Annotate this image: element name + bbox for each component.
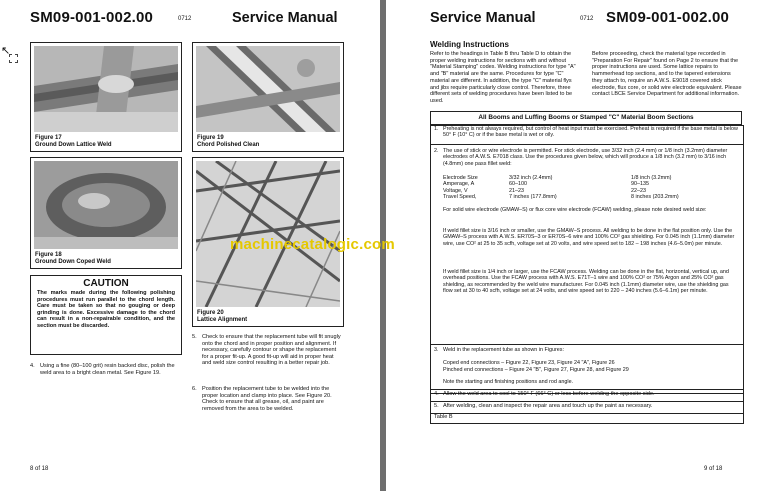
welding-table [430,125,744,394]
figure-17 [30,42,182,152]
figure-20-photo [196,161,340,308]
table-label: Table B [430,413,744,424]
step-4 [30,363,180,393]
step-6-number: 6. [192,386,197,392]
table-row: 4. Allow the weld area to cool to 150° F (66° C) or less before welding the opposite side. [430,389,744,402]
page-title: Service Manual [430,10,536,26]
date-code: 0712 [178,16,192,22]
step-5-number: 5. [192,334,197,340]
page-number-left: 8 of 18 [30,466,49,472]
electrode-col-large: 1/8 inch (3.2mm) 90–135 22–23 8 inches (203.2mm) [631,175,679,201]
step-6-text: Position the replacement tube to be welded into the proper location and clamp into place. See Figure 20. Check to ensure that all grease, oil, and paint are removed from the area to be welded. [202,386,332,412]
figure-20-title: Lattice Alignment [197,317,248,323]
figure-17-photo [34,46,178,133]
figure-18 [30,157,182,269]
figure-20-number: Figure 20 [197,310,224,316]
figure-19 [192,42,344,152]
step-4-number: 4. [30,363,35,369]
figure-19-photo [196,46,340,133]
figure-17-title: Ground Down Lattice Weld [35,142,112,148]
figure-19-title: Chord Polished Clean [197,142,260,148]
wire-electrode-note: For solid wire electrode (GMAW–S) or flux core wire electrode (FCAW) welding, please note desired weld size: [443,207,707,213]
table-heading: All Booms and Luffing Booms or Stamped "C" Material Boom Sections [430,111,742,125]
step-5-text: Check to ensure that the replacement tube will fit snugly onto the chord and in proper position and alignment. If necessary, carefully contour or shape the replacement for a proper fit-up. A good fit-up will aid in proper heat and weld size control resulting in a better repair job. [202,334,341,367]
caution-box [30,275,182,355]
table-row: 5. After welding, clean and inspect the repair area and touch up the paint as necessary. [430,401,744,414]
intro-left-column: Refer to the headings in Table B thru Table D to obtain the proper welding instructions for sections with and without "Material Stamping" codes. Welding instructions for type "A" and "B" material are the same. Procedures for type "C" material are different. In addition, the type "C" material flys and jibs require particularly close control. Therefore, three different sets of welding procedures have been listed to be used. [430,51,576,104]
caution-title: CAUTION [83,278,129,289]
watermark: machinecatalogic.com [230,236,395,253]
step-6 [192,386,342,426]
figure-19-number: Figure 19 [197,135,224,141]
caution-body: The marks made during the following polishing procedures must run parallel to the chord length. Care must be taken so that no gouging or deep grinding is done. Excessive damage to the chord can result in a non-repairable condition, and the section must be discarded. [37,290,175,329]
fcaw-paragraph: If weld fillet size is 1/4 inch or larger, use the FCAW process. Welding can be done in the flat, horizontal, vertical up, and overhead positions. Use the FCAW process with A.W.S. E71T–1 wire and 100% CO² or 75% Argon and 25% CO² gas shielding, as recommended by the weld wire manufacturer. For 0.045 inch (1.1mm) diameter wire, use the shielding gas flow set at 30 to 40 scfh, voltage set at 24 volts, and wire speed set to 220 – 240 inches (5.6–6.1m) per minute. [443,269,729,295]
step-5 [192,334,342,380]
date-code: 0712 [580,16,594,22]
table-row: 1. Preheating is not always required, but control of heat input must be exercised. Preheat is required if the base metal is below 50° F (10° C) or if the base metal is wet or oily. [431,126,743,145]
page-number-right: 9 of 18 [704,466,723,472]
selection-marker-icon [9,54,18,63]
doc-code: SM09-001-002.00 [30,9,154,26]
step-4-text: Using a fine (80–100 grit) resin backed disc, polish the weld area to a bright clean metal. See Figure 19. [40,363,175,376]
gmaw-paragraph: If weld fillet size is 3/16 inch or smaller, use the GMAW–S process. All welding to be done in the flat position only. Use the GMAW–S process with A.W.S. ER70S–3 or ER70S–6 wire and 100% CO² gas shielding. For 0.045 inch (1.1mm) diameter wire, use CO² at 25 to 35 scfh, voltage set at 20 volts, and wire speed set to 182 – 198 inches (4.6–5.0m) per minute. [443,228,735,247]
intro-right-column: Before proceeding, check the material type recorded in "Preparation For Repair" found on Page 2 to ensure that the proper instructions are used. Some lattice repairs to hammerhead top sections, and to the tapered extensions they attach to, require an A.W.S. E9018 covered stick electrode, flux core, or solid wire electrode equivalent. Please contact LBCE Service Department for additional information. [592,51,742,98]
figure-17-number: Figure 17 [35,135,62,141]
welding-instructions-heading: Welding Instructions [430,40,509,49]
figure-18-title: Ground Down Coped Weld [35,259,111,265]
mouse-cursor-icon: ↖ [1,45,11,57]
page-title: Service Manual [232,10,338,26]
table-row: 2. The use of stick or wire electrode is permitted. For stick electrode, use 3/32 inch (2.4 mm) or 1/8 inch (3.2mm) diameter electrodes of A.W.S. E7018 class. Use the procedures given below, which will produce a 1/8 inch (3.2 mm) to 3/16 inch (4.8mm) one pass fillet weld: Electrode Size Amperage, A Voltage, V Travel Speed, 3/32 inch (2.4mm) 60–100 21–23 7 inches (177.8mm) 1/8 inch (3.2mm) 90–135 22–23 8 inches (203.2mm) For solid wire electrode (GMAW–S) or flux core wire electrode (FCAW) welding, please note desired weld size: If weld fillet size is 3/16 inch or smaller, use the GMAW–S process. All welding to be done in the flat position only. Use the GMAW–S process with A.W.S. ER70S–3 or ER70S–6 wire and 100% CO² gas shielding. For 0.045 inch (1.1mm) diameter wire, use CO² at 25 to 35 scfh, voltage set at 20 volts, and wire speed set to 182 – 198 inches (4.6–5.0m) per minute. If weld fillet size is 1/4 inch or larger, use the FCAW process. Welding can be done in the flat, horizontal, vertical up, and overhead positions. Use the FCAW process with A.W.S. E71T–1 wire and 100% CO² or 75% Argon and 25% CO² gas shielding, as recommended by the weld wire manufacturer. For 0.045 inch (1.1mm) diameter wire, use the shielding gas flow set at 30 to 40 scfh, voltage set at 24 volts, and wire speed set to 220 – 240 inches (5.6–6.1m) per minute. [431,145,743,345]
table-row: 3. Weld in the replacement tube as shown in Figures: Coped end connections – Figure 22, Figure 23, Figure 24 "A", Figure 26 Pinched end connections – Figure 24 "B", Figure 27, Figure 28, and Figure 29 Note the starting and finishing positions and rod angle. [431,345,743,390]
doc-code: SM09-001-002.00 [606,9,730,26]
figure-18-photo [34,161,178,250]
right-page [386,0,768,491]
electrode-col-small: 3/32 inch (2.4mm) 60–100 21–23 7 inches (177.8mm) [509,175,557,201]
figure-18-number: Figure 18 [35,252,62,258]
electrode-labels: Electrode Size Amperage, A Voltage, V Travel Speed, [443,175,478,201]
